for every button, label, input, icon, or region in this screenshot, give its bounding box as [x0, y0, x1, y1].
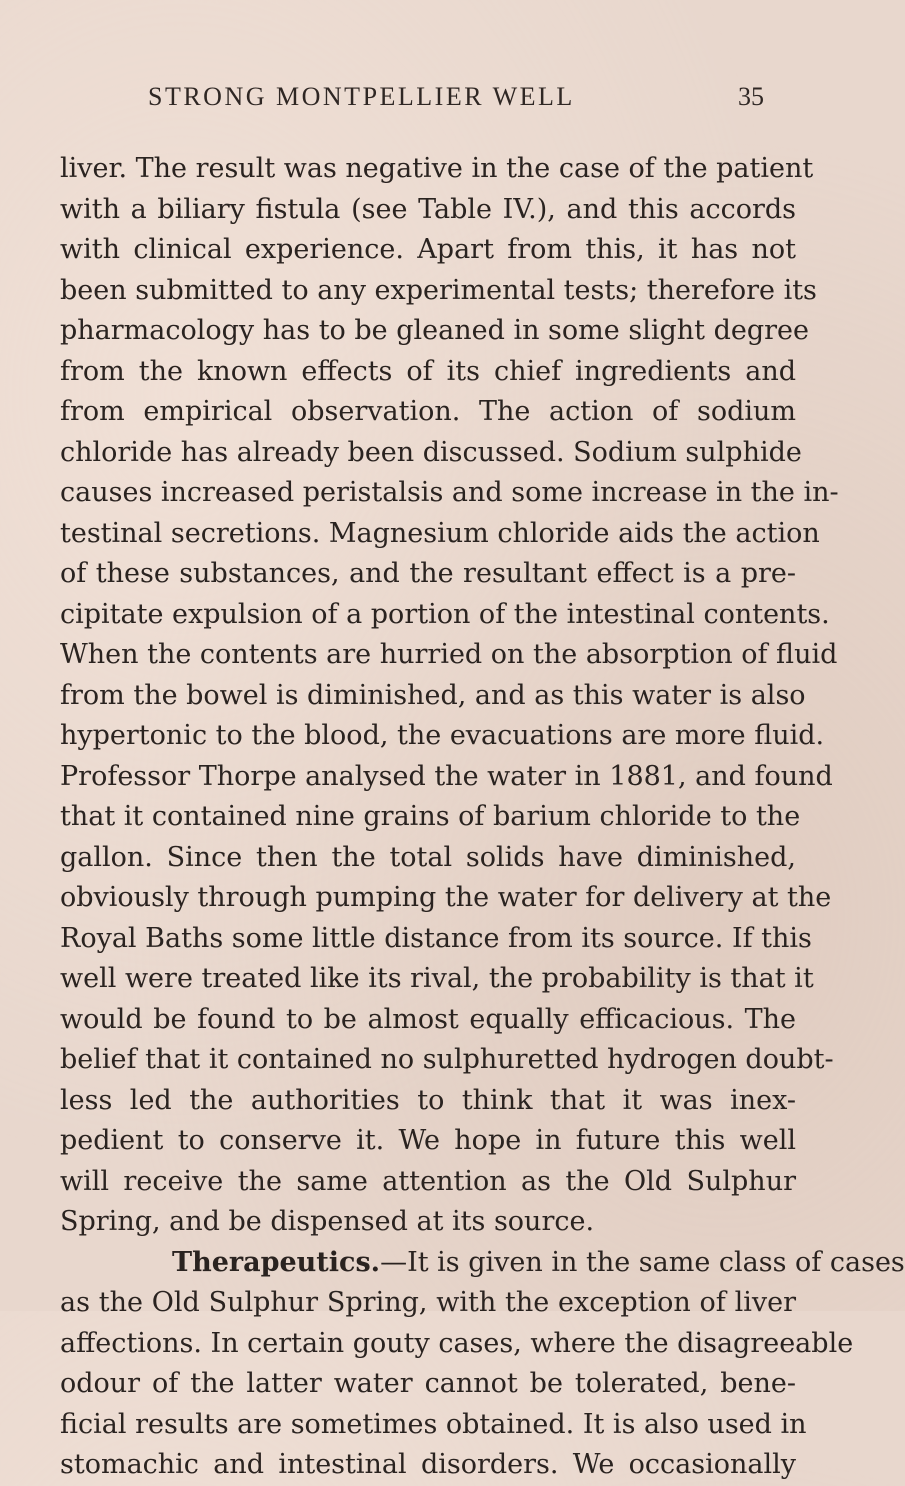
body-text — [60, 149, 905, 1486]
text-line: belief that it contained no sulphuretted hydrogen doubt- — [60, 1044, 834, 1075]
text-line: well were treated like its rival, the probability is that it — [60, 963, 814, 994]
text-line: hypertonic to the blood, the evacuations are more fluid. — [60, 720, 825, 751]
text-line: cipitate expulsion of a portion of the intestinal contents. — [60, 598, 830, 630]
text-line: chloride has already been discussed. Sodium sulphide — [60, 436, 802, 468]
text-line: of these substances, and the resultant effect is a pre- — [60, 558, 796, 589]
text-line: Royal Baths some little distance from its source. If this — [60, 922, 812, 954]
text-line: as the Old Sulphur Spring, with the exception of liver — [60, 1287, 796, 1318]
therapeutics-first-line: —It is given in the same class of cases — [380, 1246, 905, 1278]
text-line: that it contained nine grains of barium chloride to the — [60, 801, 801, 832]
text-line: liver. The result was negative in the case of the patient — [60, 153, 814, 184]
text-line: less led the authorities to think that it was inex- — [60, 1084, 796, 1116]
text-line: would be found to be almost equally efficacious. The — [60, 1003, 796, 1035]
text-line: with a biliary fistula (see Table IV.), and this accords — [60, 193, 796, 225]
text-line: pharmacology has to be gleaned in some slight degree — [60, 315, 809, 346]
text-line: obviously through pumping the water for delivery at the — [60, 882, 832, 913]
text-line: gallon. Since then the total solids have diminished, — [60, 841, 796, 873]
text-line: from the bowel is diminished, and as this water is also — [60, 679, 806, 711]
text-line: odour of the latter water cannot be tolerated, bene- — [60, 1368, 796, 1399]
text-line: from the known effects of its chief ingredients and — [60, 355, 796, 387]
running-head — [0, 82, 800, 122]
text-line: been submitted to any experimental tests; therefore its — [60, 274, 817, 306]
text-line: affections. In certain gouty cases, where the disagreeable — [60, 1327, 854, 1359]
page-number: 35 — [738, 82, 764, 111]
text-line: causes increased peristalsis and some increase in the in- — [60, 477, 839, 508]
text-line: with clinical experience. Apart from this, it has not — [60, 234, 796, 265]
text-line — [60, 1243, 905, 1284]
text-line: When the contents are hurried on the absorption of fluid — [60, 639, 838, 670]
text-line: testinal secretions. Magnesium chloride aids the action — [60, 517, 820, 549]
text-line: from empirical observation. The action of sodium — [60, 396, 796, 427]
running-title: STRONG MONTPELLIER WELL — [148, 82, 575, 111]
text-line: ficial results are sometimes obtained. It is also used in — [60, 1408, 807, 1440]
text-line: Spring, and be dispensed at its source. — [60, 1206, 595, 1237]
text-line: Professor Thorpe analysed the water in 1881, and found — [60, 760, 833, 792]
text-line: will receive the same attention as the Old Sulphur — [60, 1165, 796, 1197]
text-line: pedient to conserve it. We hope in future this well — [60, 1125, 796, 1156]
text-line: stomachic and intestinal disorders. We occasionally — [60, 1449, 796, 1480]
therapeutics-heading: Therapeutics. — [172, 1246, 381, 1278]
